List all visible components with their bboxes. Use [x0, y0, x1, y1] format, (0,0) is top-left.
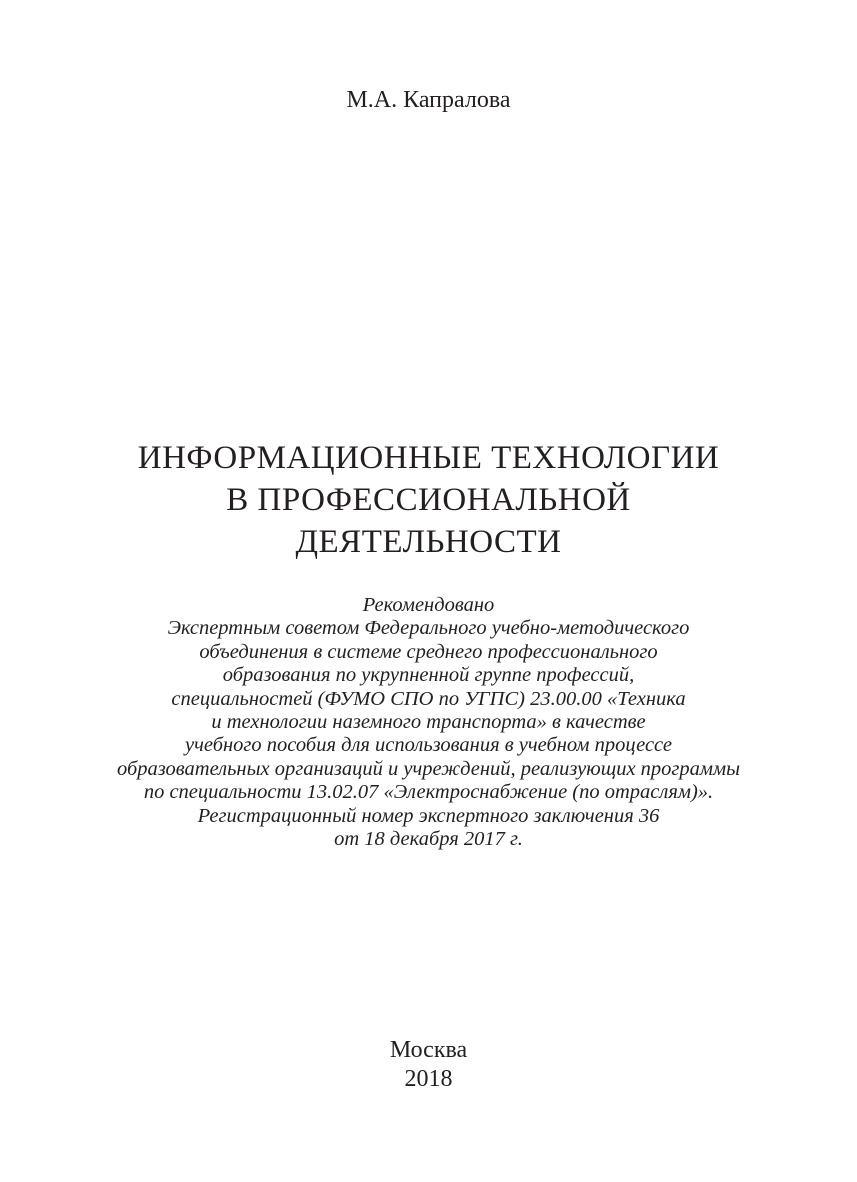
recommendation-line: Регистрационный номер экспертного заключения 36 [197, 804, 660, 827]
title-line: ДЕЯТЕЛЬНОСТИ [295, 524, 562, 560]
publication-info [0, 1036, 857, 1094]
author-name: М.А. Капралова [346, 87, 511, 113]
recommendation-line: от 18 декабря 2017 г. [334, 828, 523, 851]
book-title [0, 437, 857, 563]
recommendation-block [0, 594, 857, 851]
recommendation-line: специальностей (ФУМО СПО по УГПС) 23.00.00 «Техника [171, 687, 686, 710]
recommendation-line: и технологии наземного транспорта» в качестве [211, 711, 646, 734]
title-line: ИНФОРМАЦИОННЫЕ ТЕХНОЛОГИИ [137, 440, 720, 476]
recommendation-line: Рекомендовано [362, 594, 495, 616]
recommendation-line: объединения в системе среднего профессионального [199, 640, 658, 663]
recommendation-line: учебного пособия для использования в учебном процессе [185, 734, 672, 757]
recommendation-line: по специальности 13.02.07 «Электроснабжение (по отраслям)». [143, 781, 714, 804]
publication-city: Москва [389, 1037, 468, 1063]
recommendation-line: образовательных организаций и учреждений, реализующих программы [117, 757, 740, 780]
recommendation-line: образования по укрупненной группе профессий, [222, 664, 635, 687]
publication-year: 2018 [404, 1066, 453, 1092]
title-line: В ПРОФЕССИОНАЛЬНОЙ [226, 482, 631, 518]
recommendation-line: Экспертным советом Федерального учебно-методического [167, 617, 690, 640]
